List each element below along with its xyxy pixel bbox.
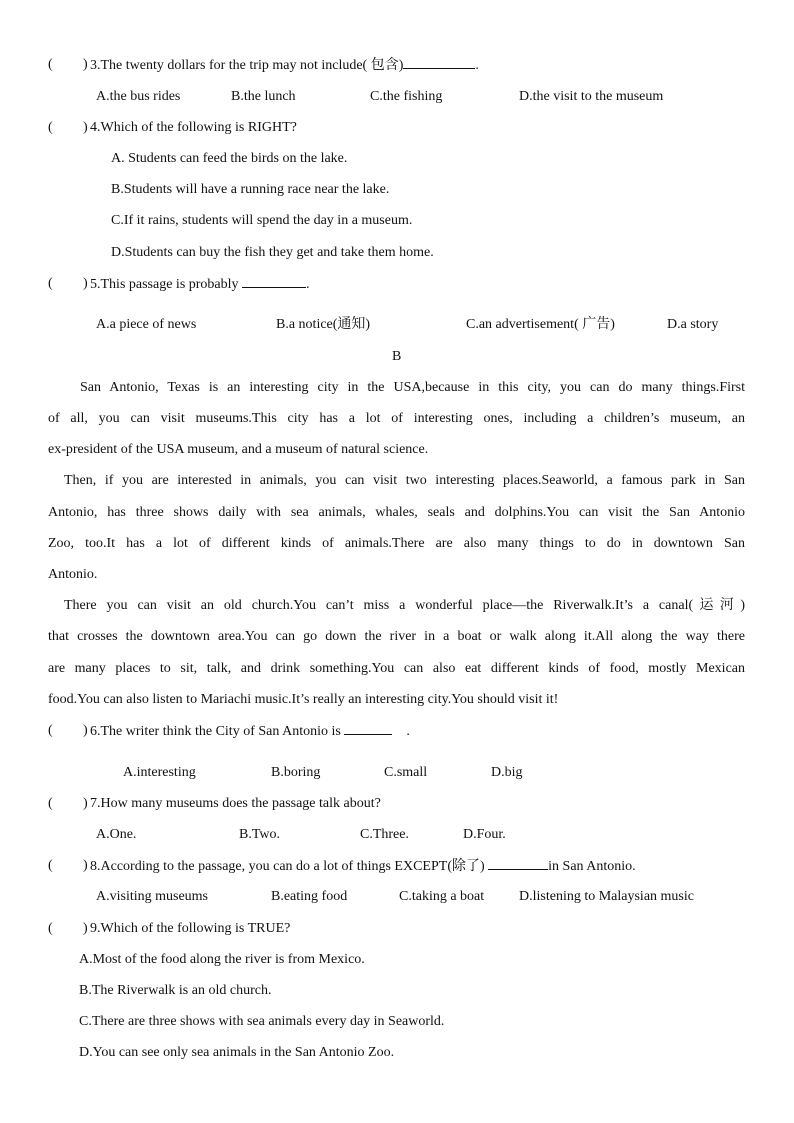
passage-line: that crosses the downtown area.You can go down the river in a boat or walk along it.All along the way there <box>48 629 745 644</box>
answer-paren-open[interactable]: ( <box>48 57 53 72</box>
answer-paren-open[interactable]: ( <box>48 276 53 291</box>
question-stem: 6.The writer think the City of San Antonio is . <box>90 724 410 739</box>
option-a[interactable]: A.Most of the food along the river is from Mexico. <box>79 952 365 967</box>
option-c[interactable]: C.If it rains, students will spend the day in a museum. <box>111 213 413 228</box>
passage-line: are many places to sit, talk, and drink something.You can also eat different kinds of food, mostly Mexican <box>48 661 745 676</box>
passage-line: There you can visit an old church.You can’t miss a wonderful place—the Riverwalk.It’s a canal(运河) <box>64 598 745 613</box>
option-c[interactable]: C.the fishing <box>370 89 443 104</box>
passage-line: of all, you can visit museums.This city has a lot of interesting ones, including a children’s museum, an <box>48 411 745 426</box>
section-heading: B <box>392 349 402 364</box>
question-stem: 7.How many museums does the passage talk about? <box>90 796 381 811</box>
option-d[interactable]: D.big <box>491 765 523 780</box>
option-b[interactable]: B.Two. <box>239 827 281 842</box>
answer-paren-close: ) <box>83 921 88 936</box>
option-d[interactable]: D.the visit to the museum <box>519 89 664 104</box>
option-a[interactable]: A. Students can feed the birds on the lake. <box>111 151 348 166</box>
option-b[interactable]: B.a notice(通知) <box>276 317 371 332</box>
answer-paren-open[interactable]: ( <box>48 120 53 135</box>
option-d[interactable]: D.You can see only sea animals in the San Antonio Zoo. <box>79 1045 395 1060</box>
answer-paren-close: ) <box>83 858 88 873</box>
option-b[interactable]: B.Students will have a running race near the lake. <box>111 182 390 197</box>
answer-blank[interactable] <box>488 857 548 870</box>
option-c[interactable]: C.small <box>384 765 428 780</box>
option-a[interactable]: A.One. <box>96 827 137 842</box>
question-stem: 3.The twenty dollars for the trip may not include( 包含) . <box>90 58 479 73</box>
option-a[interactable]: A.interesting <box>123 765 196 780</box>
option-b[interactable]: B.The Riverwalk is an old church. <box>79 983 272 998</box>
passage-line: ex-president of the USA museum, and a museum of natural science. <box>48 442 429 457</box>
answer-blank[interactable] <box>242 275 306 288</box>
answer-blank[interactable] <box>403 56 475 69</box>
question-stem: 4.Which of the following is RIGHT? <box>90 120 297 135</box>
passage-line: food.You can also listen to Mariachi music.It’s really an interesting city.You should visit it! <box>48 692 559 707</box>
answer-paren-close: ) <box>83 57 88 72</box>
answer-paren-close: ) <box>83 796 88 811</box>
option-c[interactable]: C.There are three shows with sea animals every day in Seaworld. <box>79 1014 445 1029</box>
option-d[interactable]: D.listening to Malaysian music <box>519 889 694 904</box>
option-a[interactable]: A.a piece of news <box>96 317 197 332</box>
answer-paren-close: ) <box>83 723 88 738</box>
passage-line: Zoo, too.It has a lot of different kinds of animals.There are also many things to do in downtown San <box>48 536 745 551</box>
answer-paren-close: ) <box>83 276 88 291</box>
answer-paren-close: ) <box>83 120 88 135</box>
option-c[interactable]: C.taking a boat <box>399 889 485 904</box>
option-b[interactable]: B.eating food <box>271 889 348 904</box>
option-c[interactable]: C.Three. <box>360 827 409 842</box>
option-a[interactable]: A.visiting museums <box>96 889 209 904</box>
option-d[interactable]: D.a story <box>667 317 719 332</box>
answer-paren-open[interactable]: ( <box>48 858 53 873</box>
answer-paren-open[interactable]: ( <box>48 921 53 936</box>
passage-line: Antonio, has three shows daily with sea animals, whales, seals and dolphins.You can visit the San Antonio <box>48 505 745 520</box>
option-a[interactable]: A.the bus rides <box>96 89 181 104</box>
answer-blank[interactable] <box>344 722 392 735</box>
option-d[interactable]: D.Students can buy the fish they get and take them home. <box>111 245 434 260</box>
option-d[interactable]: D.Four. <box>463 827 506 842</box>
question-stem: 8.According to the passage, you can do a lot of things EXCEPT(除了) in San Antonio. <box>90 859 636 874</box>
answer-paren-open[interactable]: ( <box>48 796 53 811</box>
option-b[interactable]: B.the lunch <box>231 89 296 104</box>
option-b[interactable]: B.boring <box>271 765 321 780</box>
question-stem: 5.This passage is probably . <box>90 277 310 292</box>
option-c[interactable]: C.an advertisement( 广告) <box>466 317 615 332</box>
question-stem: 9.Which of the following is TRUE? <box>90 921 291 936</box>
passage-line: Antonio. <box>48 567 98 582</box>
answer-paren-open[interactable]: ( <box>48 723 53 738</box>
passage-line: Then, if you are interested in animals, you can visit two interesting places.Seaworld, a famous park in San <box>64 473 745 488</box>
passage-line: San Antonio, Texas is an interesting city in the USA,because in this city, you can do many things.First <box>80 380 745 395</box>
